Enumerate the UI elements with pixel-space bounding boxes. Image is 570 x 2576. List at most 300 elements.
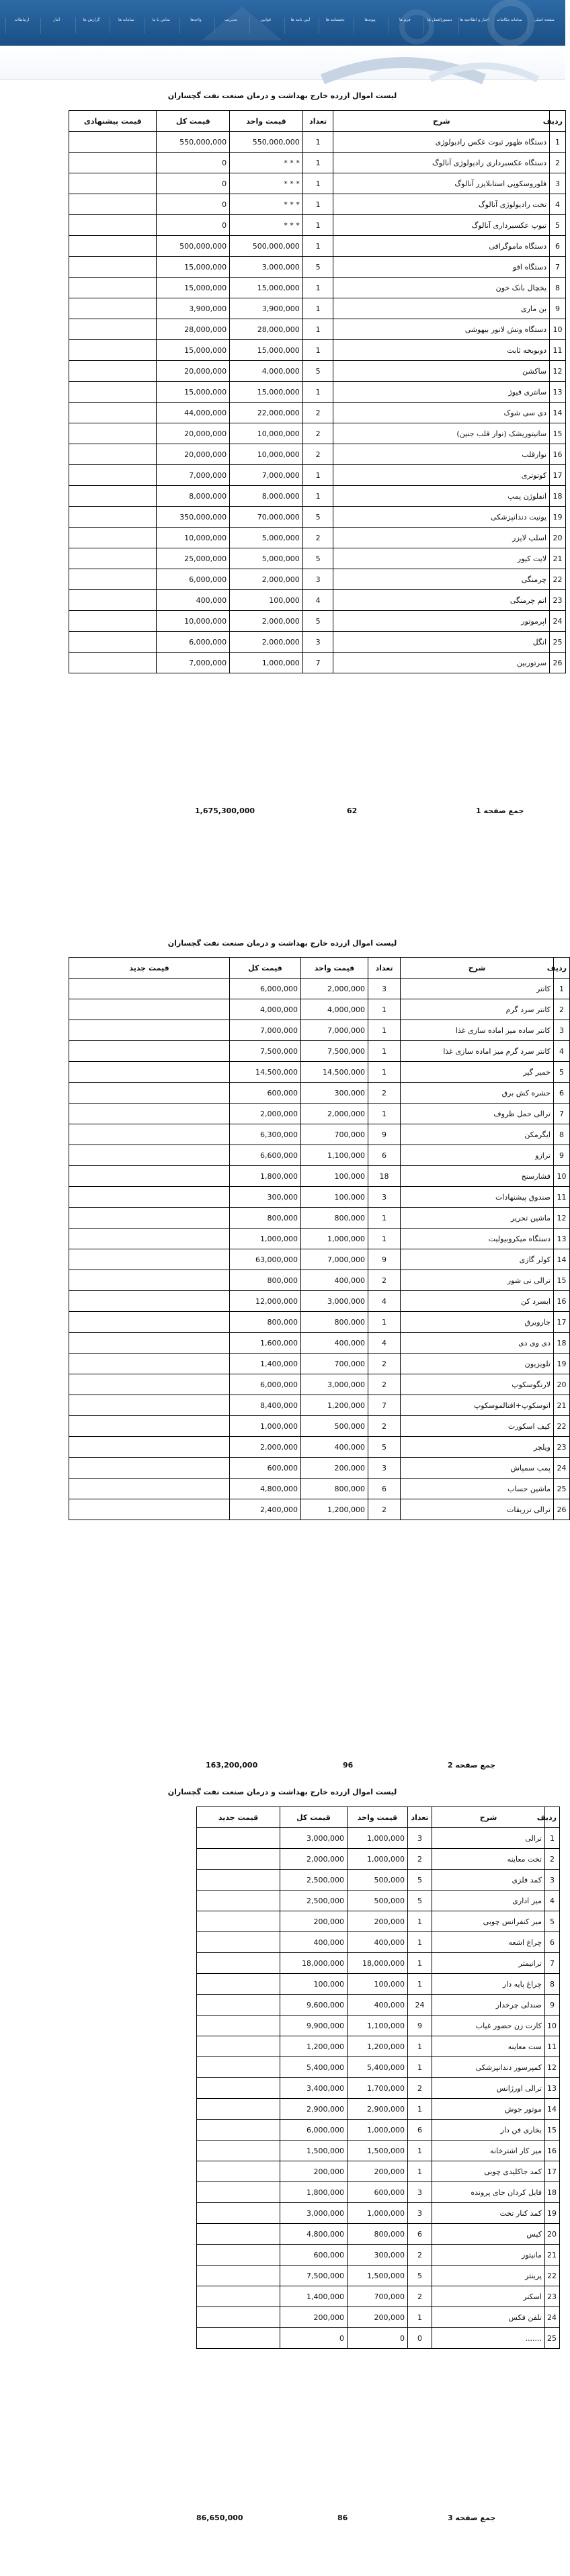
table-cell: 1: [368, 1208, 401, 1229]
table-cell: 0: [157, 173, 230, 194]
table-cell: 17: [545, 2161, 560, 2182]
table-row: [69, 1187, 570, 1208]
table-cell: 14: [550, 403, 566, 423]
table-cell: 6,000,000: [157, 632, 230, 653]
table-cell: 600,000: [230, 1083, 301, 1104]
nav-item[interactable]: پیوندها: [354, 17, 386, 34]
table-cell: چرمنگی: [333, 569, 550, 590]
table-cell: 3,000,000: [280, 1828, 348, 1849]
table-cell: 550,000,000: [230, 132, 303, 153]
table-cell: 15,000,000: [157, 340, 230, 361]
table-cell: 1: [368, 1062, 401, 1083]
table-cell: صندوق پیشنهادات: [401, 1187, 554, 1208]
nav-item[interactable]: آمار: [40, 17, 73, 34]
header-band: [0, 46, 565, 80]
table-cell: [69, 1083, 230, 1104]
nav-item[interactable]: گزارش ها: [75, 17, 108, 34]
table-cell: [197, 2141, 280, 2161]
table-cell: [69, 632, 157, 653]
table-cell: کمپرسور دندانپزشکی: [432, 2057, 545, 2078]
table-cell: 0: [280, 2328, 348, 2349]
nav-item[interactable]: فرم ها: [389, 17, 421, 34]
table-cell: 15: [545, 2120, 560, 2141]
table-cell: [69, 1312, 230, 1333]
table-cell: 10,000,000: [230, 444, 303, 465]
column-header: قیمت واحد: [230, 111, 303, 132]
column-header: تعداد: [302, 111, 333, 132]
table-cell: دستگاه ماموگرافی: [333, 236, 550, 257]
table-row: [69, 1249, 570, 1270]
table-cell: ترانیمتر: [432, 1953, 545, 1974]
table-cell: [69, 1416, 230, 1437]
table-cell: 6: [408, 2120, 432, 2141]
table-cell: تخت معاینه: [432, 1849, 545, 1870]
table-cell: 5: [554, 1062, 570, 1083]
table-cell: [69, 153, 157, 173]
table-cell: 5,000,000: [230, 548, 303, 569]
table-cell: 3: [368, 1187, 401, 1208]
table-cell: 1: [408, 2161, 432, 2182]
table-row: [69, 1416, 570, 1437]
nav-item[interactable]: سامانه ها: [110, 17, 142, 34]
table-cell: [197, 2266, 280, 2286]
page-3-total-count: 86: [337, 2513, 348, 2522]
table-cell: 1: [302, 382, 333, 403]
table-cell: 1,200,000: [280, 2036, 348, 2057]
table-cell: 600,000: [280, 2245, 348, 2266]
table-cell: 18,000,000: [280, 1953, 348, 1974]
table-cell: میز کار اشترخانه: [432, 2141, 545, 2161]
table-row: [197, 2266, 560, 2286]
table-cell: 1: [408, 1974, 432, 1995]
table-cell: 6: [545, 1932, 560, 1953]
table-cell: 1,000,000: [230, 653, 303, 673]
table-cell: 12: [550, 361, 566, 382]
table-row: [69, 548, 566, 569]
table-cell: 2: [368, 1416, 401, 1437]
column-header: قیمت جدید: [197, 1807, 280, 1828]
table-cell: [69, 340, 157, 361]
table-row: [197, 1974, 560, 1995]
table-cell: 28,000,000: [157, 319, 230, 340]
table-cell: یخچال بانک خون: [333, 278, 550, 298]
table-row: [69, 1395, 570, 1416]
table-cell: 2,000,000: [301, 1104, 368, 1124]
table-row: [69, 257, 566, 278]
table-cell: [69, 1166, 230, 1187]
table-cell: 3: [368, 979, 401, 999]
table-cell: 7,000,000: [301, 1020, 368, 1041]
column-header: قیمت واحد: [348, 1807, 408, 1828]
table-cell: تخت رادیولوژی آنالوگ: [333, 194, 550, 215]
table-row: [197, 2203, 560, 2224]
table-cell: 6,600,000: [230, 1145, 301, 1166]
table-cell: 2: [302, 528, 333, 548]
column-header: قیمت کل: [230, 958, 301, 979]
table-cell: کمد جاکلیدی چوبی: [432, 2161, 545, 2182]
table-cell: 17: [554, 1312, 570, 1333]
table-cell: سانتری فیوژ: [333, 382, 550, 403]
table-cell: [197, 2099, 280, 2120]
table-cell: 4: [302, 590, 333, 611]
table-cell: [197, 1953, 280, 1974]
table-cell: 1,200,000: [348, 2036, 408, 2057]
table-cell: 18: [545, 2182, 560, 2203]
table-row: [69, 590, 566, 611]
table-cell: 15,000,000: [157, 382, 230, 403]
table-cell: 10: [550, 319, 566, 340]
nav-item[interactable]: تماس با ما: [145, 17, 177, 34]
table-cell: 1: [408, 2141, 432, 2161]
table-cell: 1: [302, 153, 333, 173]
table-cell: بخاری فن دار: [432, 2120, 545, 2141]
table-cell: [69, 278, 157, 298]
table-cell: 700,000: [301, 1354, 368, 1374]
table-cell: [197, 2245, 280, 2266]
nav-item[interactable]: بخشنامه ها: [319, 17, 351, 34]
table-cell: [69, 132, 157, 153]
top-navigation: [5, 17, 560, 34]
table-cell: [197, 1911, 280, 1932]
table-cell: 20,000,000: [157, 444, 230, 465]
table-cell: 2: [550, 153, 566, 173]
column-header: قیمت کل: [157, 111, 230, 132]
table-cell: اسکنر: [432, 2286, 545, 2307]
table-row: [69, 1354, 570, 1374]
table-cell: 70,000,000: [230, 507, 303, 528]
table-cell: کمد فلزی: [432, 1870, 545, 1891]
table-cell: 18,000,000: [348, 1953, 408, 1974]
table-cell: 1,500,000: [348, 2141, 408, 2161]
table-cell: [69, 173, 157, 194]
table-cell: 12,000,000: [230, 1291, 301, 1312]
table-cell: [69, 1479, 230, 1499]
table-cell: 400,000: [157, 590, 230, 611]
table-cell: 8: [550, 278, 566, 298]
table-cell: 5,400,000: [280, 2057, 348, 2078]
table-cell: 19: [545, 2203, 560, 2224]
table-cell: 16: [554, 1291, 570, 1312]
table-cell: 1,000,000: [348, 2203, 408, 2224]
table-cell: [69, 1354, 230, 1374]
table-row: [197, 1849, 560, 1870]
table-row: [69, 403, 566, 423]
table-cell: 800,000: [230, 1270, 301, 1291]
table-row: [69, 1124, 570, 1145]
table-cell: 200,000: [348, 1911, 408, 1932]
table-row: [69, 1083, 570, 1104]
table-cell: 300,000: [348, 2245, 408, 2266]
table-cell: 1,200,000: [301, 1499, 368, 1520]
table-row: [69, 465, 566, 486]
table-cell: 3: [408, 1828, 432, 1849]
nav-item[interactable]: ارتباطات: [5, 17, 38, 34]
table-cell: 3: [302, 569, 333, 590]
table-cell: ساکشن: [333, 361, 550, 382]
table-row: [197, 2328, 560, 2349]
table-cell: 2: [368, 1374, 401, 1395]
table-cell: 1,000,000: [348, 2120, 408, 2141]
table-cell: 2,000,000: [230, 1437, 301, 1458]
nav-item[interactable]: صفحه اصلی: [528, 17, 560, 34]
table-cell: 5,400,000: [348, 2057, 408, 2078]
table-cell: 11: [545, 2036, 560, 2057]
table-row: [69, 1333, 570, 1354]
table-cell: 1: [302, 236, 333, 257]
table-cell: 11: [554, 1187, 570, 1208]
table-cell: 7,500,000: [280, 2266, 348, 2286]
table-cell: [69, 298, 157, 319]
table-cell: 21: [550, 548, 566, 569]
table-cell: انفلوژن پمپ: [333, 486, 550, 507]
table-cell: 5,000,000: [230, 528, 303, 548]
table-cell: 100,000: [301, 1187, 368, 1208]
table-row: [69, 1145, 570, 1166]
table-row: [69, 611, 566, 632]
table-cell: پرینتر: [432, 2266, 545, 2286]
table-cell: [69, 653, 157, 673]
table-cell: 4,800,000: [230, 1479, 301, 1499]
table-cell: 9,600,000: [280, 1995, 348, 2016]
table-cell: [197, 2182, 280, 2203]
table-row: [69, 1291, 570, 1312]
table-cell: [197, 2224, 280, 2245]
table-row: [197, 2224, 560, 2245]
table-cell: 14: [554, 1249, 570, 1270]
table-row: [197, 1870, 560, 1891]
table-cell: بن ماری: [333, 298, 550, 319]
table-cell: 2: [408, 1849, 432, 1870]
table-cell: کولر گازی: [401, 1249, 554, 1270]
table-row: [69, 361, 566, 382]
table-cell: ترالی نی شور: [401, 1270, 554, 1291]
table-cell: دستگاه ظهور ثبوت عکس رادیولوژی: [333, 132, 550, 153]
table-cell: 1: [302, 340, 333, 361]
table-cell: [69, 999, 230, 1020]
table-row: [197, 2182, 560, 2203]
table-cell: 6,000,000: [230, 979, 301, 999]
table-row: [197, 1953, 560, 1974]
table-cell: 1: [408, 1911, 432, 1932]
table-cell: حشره کش برق: [401, 1083, 554, 1104]
table-cell: 5: [302, 257, 333, 278]
table-row: [197, 1911, 560, 1932]
nav-item[interactable]: قوانین: [249, 17, 282, 34]
table-cell: [69, 979, 230, 999]
table-cell: خمیر گیر: [401, 1062, 554, 1083]
table-cell: 25: [554, 1479, 570, 1499]
table-cell: 3: [302, 632, 333, 653]
table-cell: 22,000,000: [230, 403, 303, 423]
page-2-total-sum: 163,200,000: [206, 1761, 258, 1770]
table-cell: ابسرد کن: [401, 1291, 554, 1312]
table-cell: [69, 1249, 230, 1270]
nav-item[interactable]: واحدها: [179, 17, 212, 34]
table-cell: 1: [408, 2036, 432, 2057]
nav-item[interactable]: اخبار و اطلاعیه ها: [458, 17, 491, 34]
table-cell: 7: [545, 1953, 560, 1974]
table-cell: 18: [550, 486, 566, 507]
table-cell: 1,100,000: [348, 2016, 408, 2036]
table-cell: [69, 1437, 230, 1458]
table-cell: کانتر سرد گرم میز اماده سازی غذا: [401, 1041, 554, 1062]
table-cell: 16: [545, 2141, 560, 2161]
table-cell: سرتوربین: [333, 653, 550, 673]
table-cell: 1: [368, 1229, 401, 1249]
table-cell: 15,000,000: [230, 278, 303, 298]
table-cell: چراغ پایه دار: [432, 1974, 545, 1995]
table-cell: ماشین تحریر: [401, 1208, 554, 1229]
table-cell: 500,000: [301, 1416, 368, 1437]
table-row: [69, 1041, 570, 1062]
nav-item[interactable]: آیین نامه ها: [284, 17, 317, 34]
table-cell: [69, 1062, 230, 1083]
table-cell: فشارسنج: [401, 1166, 554, 1187]
table-cell: ترالی تزریقات: [401, 1499, 554, 1520]
table-cell: 9: [545, 1995, 560, 2016]
table-cell: 3,900,000: [230, 298, 303, 319]
table-cell: 6,000,000: [280, 2120, 348, 2141]
table-cell: 2: [368, 1083, 401, 1104]
table-row: [69, 486, 566, 507]
column-header: شرح: [401, 958, 554, 979]
table-cell: [69, 590, 157, 611]
table-cell: 1: [302, 132, 333, 153]
table-row: [69, 1229, 570, 1249]
table-cell: 200,000: [348, 2307, 408, 2328]
table-cell: [197, 1995, 280, 2016]
table-row: [197, 1828, 560, 1849]
table-cell: 7,000,000: [301, 1249, 368, 1270]
table-row: [69, 979, 570, 999]
table-cell: * * *: [230, 153, 303, 173]
table-cell: 1,000,000: [348, 1849, 408, 1870]
table-cell: 22: [550, 569, 566, 590]
nav-item[interactable]: سامانه مکاتبات: [493, 17, 525, 34]
table-cell: [197, 2161, 280, 2182]
page-3-total-label: جمع صفحه 3: [448, 2513, 496, 2522]
table-cell: 20: [550, 528, 566, 548]
table-cell: 1: [368, 1104, 401, 1124]
table-cell: [69, 569, 157, 590]
assets-table-page-3: [196, 1806, 560, 2349]
table-cell: 2: [368, 1354, 401, 1374]
table-cell: 25: [550, 632, 566, 653]
table-cell: 1,000,000: [348, 1828, 408, 1849]
table-row: [69, 569, 566, 590]
table-cell: 15: [550, 423, 566, 444]
table-row: [197, 2120, 560, 2141]
table-cell: 8,000,000: [230, 486, 303, 507]
column-header: ردیف: [554, 958, 570, 979]
table-cell: 400,000: [280, 1932, 348, 1953]
table-cell: 5: [545, 1911, 560, 1932]
table-cell: 1: [368, 1020, 401, 1041]
table-cell: 4: [545, 1891, 560, 1911]
table-cell: پمپ سمپاش: [401, 1458, 554, 1479]
table-cell: جاروبرق: [401, 1312, 554, 1333]
table-cell: 16: [550, 444, 566, 465]
table-cell: ترازو: [401, 1145, 554, 1166]
table-cell: 0: [157, 215, 230, 236]
table-cell: 4,800,000: [280, 2224, 348, 2245]
table-cell: 1,000,000: [301, 1229, 368, 1249]
table-cell: موتور جوش: [432, 2099, 545, 2120]
table-cell: 20: [554, 1374, 570, 1395]
table-cell: 15,000,000: [230, 382, 303, 403]
table-cell: 5: [302, 611, 333, 632]
table-cell: مانیتور: [432, 2245, 545, 2266]
table-cell: 2: [302, 444, 333, 465]
table-cell: تلفن فکس: [432, 2307, 545, 2328]
table-cell: 9: [554, 1145, 570, 1166]
table-cell: 200,000: [348, 2161, 408, 2182]
table-cell: 2: [408, 2078, 432, 2099]
table-row: [69, 1062, 570, 1083]
nav-item[interactable]: دستورالعمل ها: [423, 17, 456, 34]
table-cell: [69, 423, 157, 444]
column-header: قیمت کل: [280, 1807, 348, 1828]
table-cell: 1,600,000: [230, 1333, 301, 1354]
table-cell: 1,800,000: [280, 2182, 348, 2203]
column-header: تعداد: [408, 1807, 432, 1828]
table-row: [69, 132, 566, 153]
table-cell: 700,000: [348, 2286, 408, 2307]
table-row: [197, 1995, 560, 2016]
table-cell: [69, 361, 157, 382]
table-cell: 200,000: [301, 1458, 368, 1479]
table-cell: 63,000,000: [230, 1249, 301, 1270]
table-cell: 15: [554, 1270, 570, 1291]
table-cell: 200,000: [280, 2307, 348, 2328]
table-cell: 24: [408, 1995, 432, 2016]
table-cell: 2: [302, 403, 333, 423]
table-cell: 9: [368, 1249, 401, 1270]
table-cell: 1,700,000: [348, 2078, 408, 2099]
table-row: [69, 632, 566, 653]
table-cell: 2: [302, 423, 333, 444]
table-cell: صندلی چرخدار: [432, 1995, 545, 2016]
table-cell: [69, 1499, 230, 1520]
table-cell: 20: [545, 2224, 560, 2245]
table-cell: کوتوتری: [333, 465, 550, 486]
table-cell: کانتر سرد گرم: [401, 999, 554, 1020]
table-cell: [197, 2203, 280, 2224]
table-cell: 800,000: [301, 1312, 368, 1333]
table-cell: 1,000,000: [230, 1416, 301, 1437]
table-cell: 24: [550, 611, 566, 632]
table-row: [69, 1166, 570, 1187]
table-row: [197, 2161, 560, 2182]
nav-item[interactable]: مدیریت: [214, 17, 247, 34]
table-cell: 3,400,000: [280, 2078, 348, 2099]
table-row: [69, 173, 566, 194]
table-row: [69, 1437, 570, 1458]
table-cell: [197, 2307, 280, 2328]
table-cell: 26: [554, 1499, 570, 1520]
table-cell: 6: [368, 1479, 401, 1499]
table-cell: 800,000: [301, 1208, 368, 1229]
table-cell: 9: [550, 298, 566, 319]
table-row: [69, 1479, 570, 1499]
table-cell: 400,000: [301, 1270, 368, 1291]
table-cell: 1: [302, 465, 333, 486]
table-row: [197, 2036, 560, 2057]
table-row: [197, 2099, 560, 2120]
table-cell: [197, 2120, 280, 2141]
table-cell: 7,000,000: [230, 465, 303, 486]
table-cell: 800,000: [348, 2224, 408, 2245]
